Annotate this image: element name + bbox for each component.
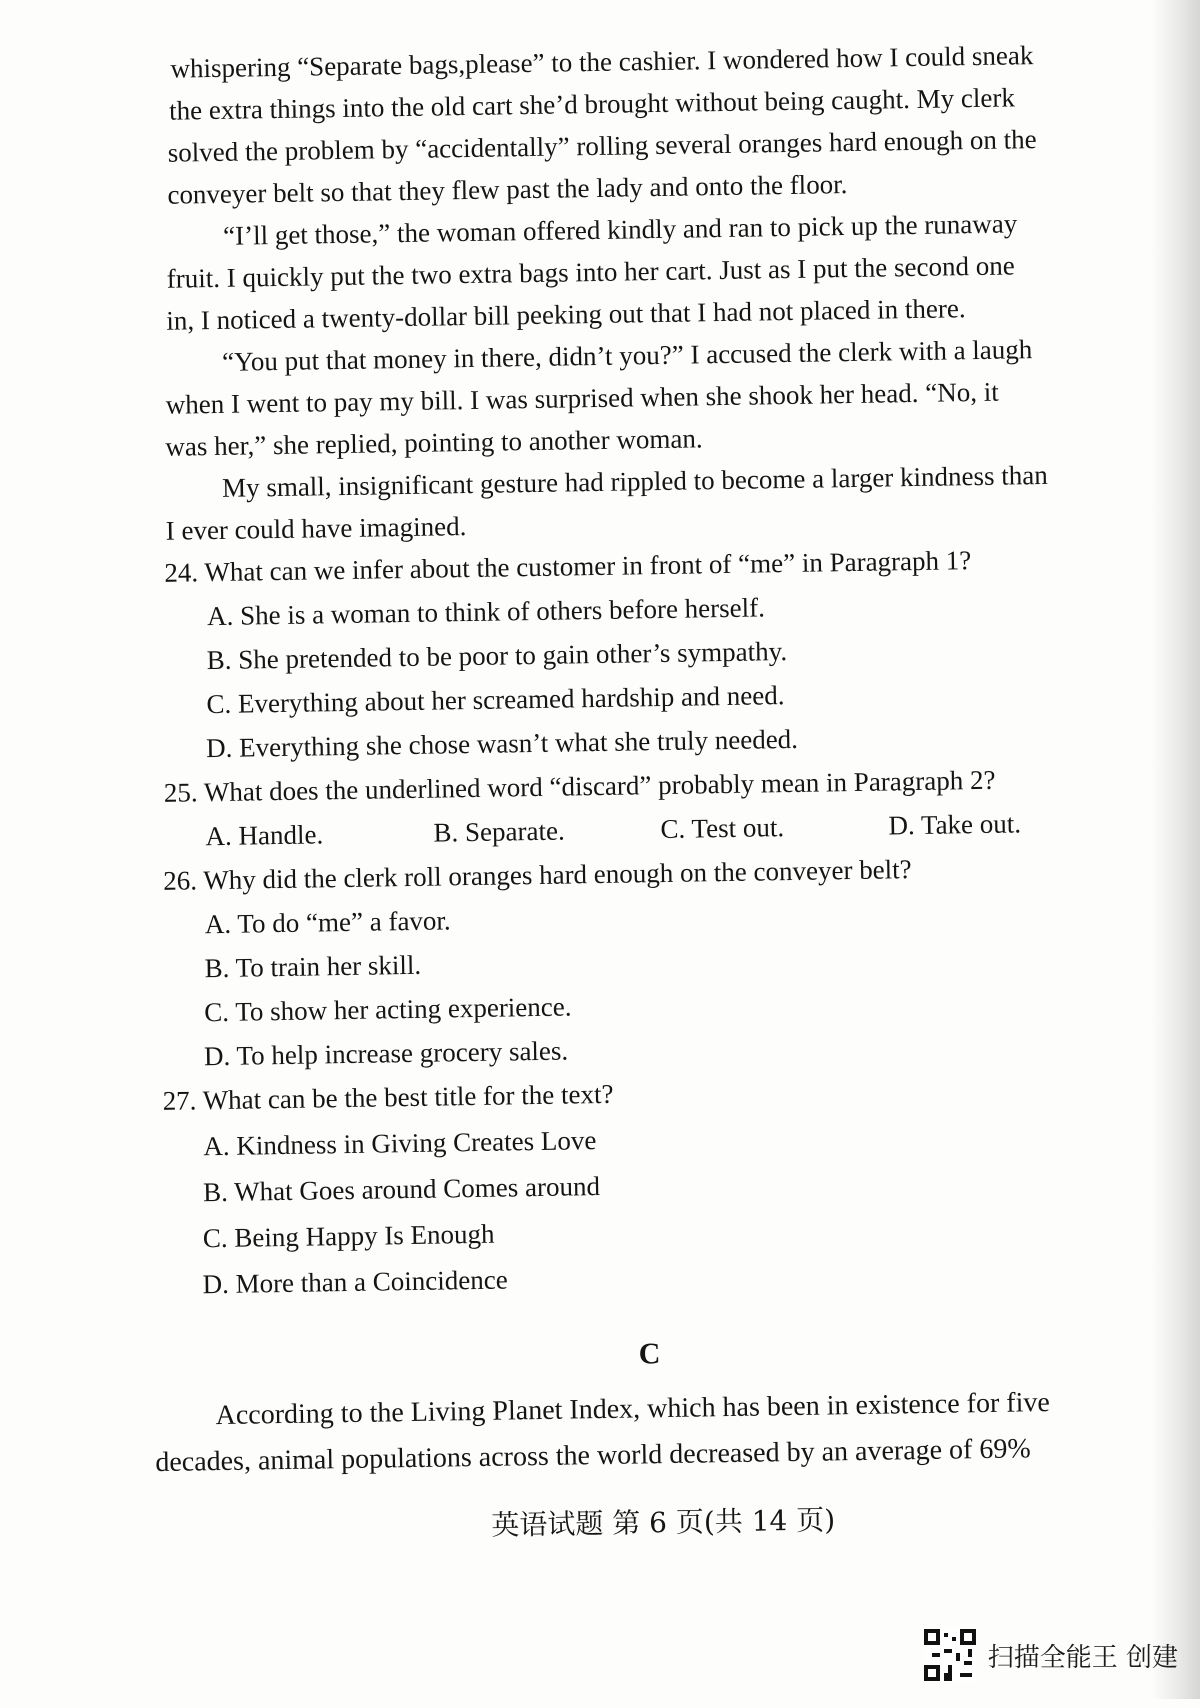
passage-line: solved the problem by “accidentally” rolling several oranges hard enough on the: [167, 124, 1037, 168]
passage-line: when I went to pay my bill. I was surprised when she shook her head. “No, it: [165, 376, 999, 420]
question-27-option-c: C. Being Happy Is Enough: [202, 1218, 495, 1254]
passage-line: in, I noticed a twenty-dollar bill peeking out that I had not placed in there.: [166, 293, 966, 336]
passage-line: My small, insignificant gesture had rippled to become a larger kindness than: [221, 459, 1048, 503]
question-24-option-a: A. She is a woman to think of others before herself.: [206, 592, 766, 632]
passage-line: “I’ll get those,” the woman offered kindly and ran to pick up the runaway: [222, 208, 1018, 251]
question-25-option-c: C. Test out.: [660, 812, 785, 845]
section-c-line: decades, animal populations across the world decreased by an average of 69%: [155, 1433, 1031, 1479]
passage-line: conveyer belt so that they flew past the lady and onto the floor.: [167, 169, 848, 210]
question-25-option-a: A. Handle.: [205, 819, 324, 852]
question-26-option-b: B. To train her skill.: [204, 949, 422, 984]
question-26-option-c: C. To show her acting experience.: [204, 991, 572, 1028]
question-25-stem: 25. What does the underlined word “discard” probably mean in Paragraph 2?: [163, 764, 996, 808]
question-25-option-d: D. Take out.: [888, 808, 1022, 841]
question-26-option-a: A. To do “me” a favor.: [204, 905, 451, 940]
question-27-option-b: B. What Goes around Comes around: [202, 1171, 601, 1208]
passage-line: whispering “Separate bags,please” to the cashier. I wondered how I could sneak: [170, 40, 1034, 84]
question-24-option-d: D. Everything she chose wasn’t what she truly needed.: [205, 723, 799, 764]
passage-line: fruit. I quickly put the two extra bags into her cart. Just as I put the second one: [166, 250, 1015, 294]
question-24-option-b: B. She pretended to be poor to gain other’s sympathy.: [206, 636, 788, 676]
passage-line: I ever could have imagined.: [165, 511, 467, 546]
question-24-stem: 24. What can we infer about the customer in front of “me” in Paragraph 1?: [164, 545, 972, 588]
page-footer: 英语试题 第 6 页(共 14 页): [491, 1503, 836, 1542]
watermark-text: 扫描全能王 创建: [987, 1642, 1178, 1673]
section-c-line: According to the Living Planet Index, which has been in existence for five: [215, 1387, 1051, 1432]
question-26-option-d: D. To help increase grocery sales.: [203, 1035, 569, 1072]
passage-line: was her,” she replied, pointing to another woman.: [165, 423, 703, 462]
section-c-heading: C: [638, 1337, 661, 1371]
question-27-option-a: A. Kindness in Giving Creates Love: [203, 1125, 597, 1162]
passage-line: “You put that money in there, didn’t you?” I accused the clerk with a laugh: [221, 334, 1033, 377]
passage-line: the extra things into the old cart she’d brought without being caught. My clerk: [168, 82, 1016, 126]
question-27-option-d: D. More than a Coincidence: [202, 1264, 508, 1300]
question-26-stem: 26. Why did the clerk roll oranges hard enough on the conveyer belt?: [162, 854, 912, 896]
question-25-option-b: B. Separate.: [433, 815, 565, 848]
question-27-stem: 27. What can be the best title for the text?: [162, 1078, 614, 1116]
qr-code-icon: [924, 1629, 976, 1681]
scanner-watermark: [924, 1629, 1178, 1681]
question-24-option-c: C. Everything about her screamed hardship and need.: [206, 680, 785, 720]
